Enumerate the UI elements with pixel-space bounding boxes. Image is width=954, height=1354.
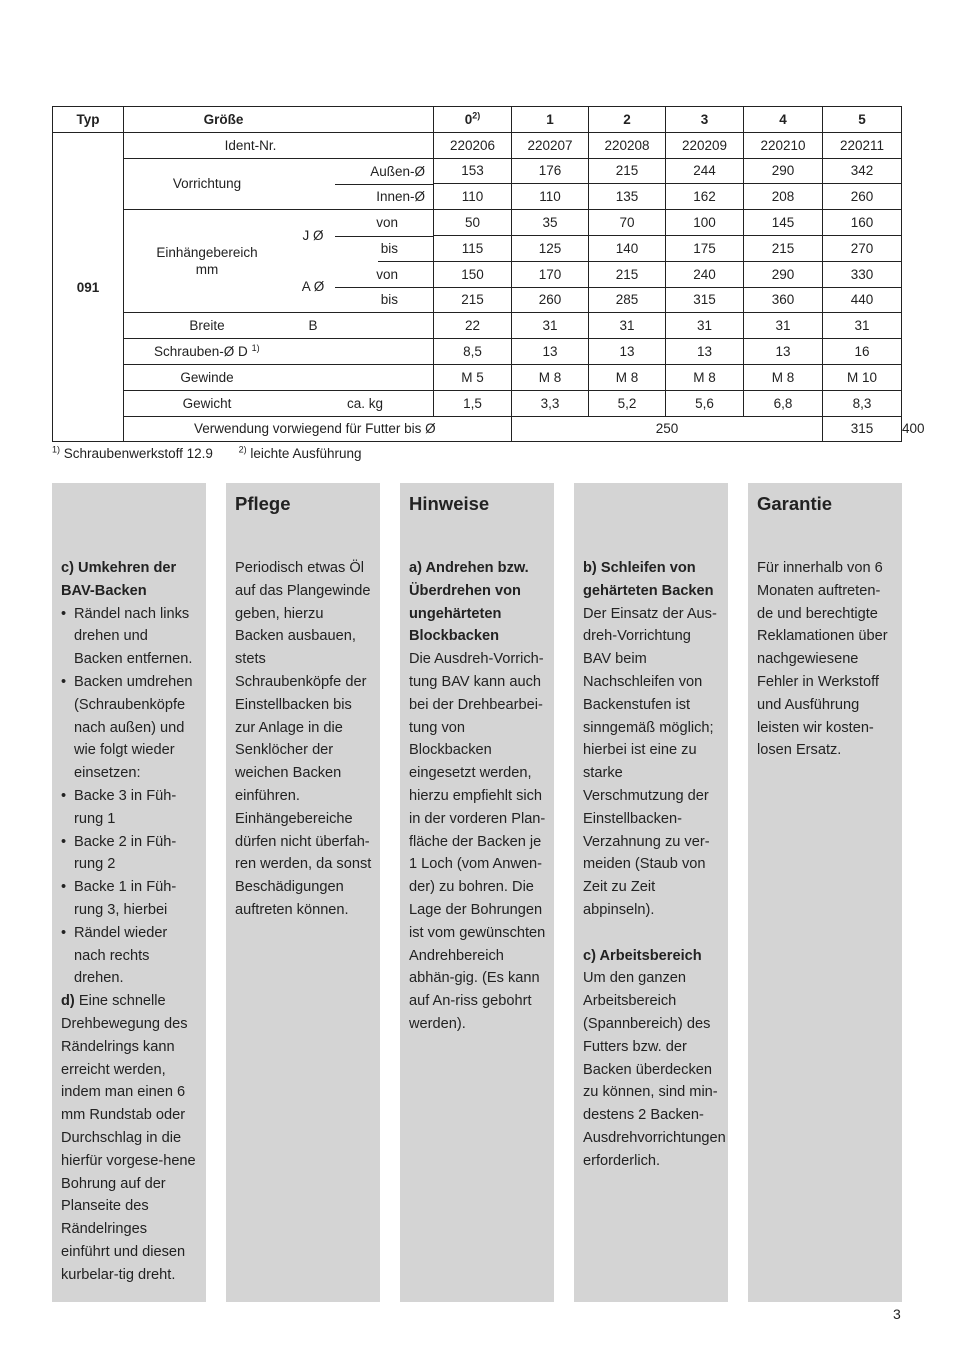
breite-label-cell — [124, 313, 434, 339]
list-item: • Backe 3 in Füh-rung 1 — [61, 785, 198, 831]
drehbewegung-paragraph: d) Eine schnelle Drehbewegung des Rändelrings kann erreicht werden, indem man einen 6 mm Rundstab oder Durchschlag in die hierfür vorgese-hene Bohrung auf der Planseite des Rändelringes einführt und diesen kurbelar-tig dreht. — [61, 993, 196, 1283]
table-cell: 35 — [512, 210, 589, 236]
table-cell: 135 — [589, 184, 666, 210]
ident-label: Ident-Nr. — [124, 132, 434, 158]
table-cell: 260 — [512, 287, 589, 313]
table-cell: 31 — [512, 313, 589, 339]
table-cell: 220208 — [589, 132, 666, 158]
table-cell: 22 — [434, 313, 512, 339]
arbeitsbereich-heading: c) Arbeitsbereich — [583, 947, 702, 964]
column-hinweise — [400, 483, 554, 1302]
table-cell: 215 — [589, 261, 666, 287]
einhaenge-unit: mm — [195, 262, 219, 278]
garantie-title: Garantie — [757, 493, 833, 514]
andrehen-text: Die Ausdreh-Vorrich-tung BAV kann auch bei der Drehbearbei-tung von Blockbacken eingesetzt werden, hierzu empfiehlt sich in der vorderen Plan-fläche der Backen je 1 Loch (vom Anwen-der) zu bohren. Die Lage der Bohrungen ist vom gewünschten Andrehbereich abhän-gig. (Es kann auf An-riss gebohrt werden). — [409, 651, 546, 1032]
table-cell: 31 — [589, 313, 666, 339]
list-item: • Backe 2 in Füh-rung 2 — [61, 831, 198, 877]
einhaenge-label-cell — [124, 210, 434, 313]
column-title-empty — [61, 493, 198, 557]
table-cell: 1,5 — [434, 390, 512, 416]
table-cell: 175 — [666, 235, 744, 261]
table-cell: 220210 — [744, 132, 823, 158]
table-cell: 285 — [589, 287, 666, 313]
table-cell: 110 — [512, 184, 589, 210]
row-schrauben — [53, 339, 902, 365]
j-von-label: von — [376, 215, 398, 231]
gewinde-label-cell — [124, 364, 434, 390]
header-size-2: 2 — [589, 107, 666, 133]
umkehren-list — [61, 603, 198, 991]
table-cell: M 10 — [823, 364, 902, 390]
table-cell: 31 — [823, 313, 902, 339]
table-cell: M 5 — [434, 364, 512, 390]
table-cell: 170 — [512, 261, 589, 287]
table-cell: 290 — [744, 158, 823, 184]
table-cell: 31 — [666, 313, 744, 339]
table-cell: 145 — [744, 210, 823, 236]
garantie-text: Für innerhalb von 6 Monaten auftreten-de und berechtigte Reklamationen über nachgewiesene Fehler in Werkstoff und Ausführung leisten wir kosten-losen Ersatz. — [757, 560, 888, 759]
table-cell: 150 — [434, 261, 512, 287]
schleifen-text: Der Einsatz der Aus-dreh-Vorrichtung BAV beim Nachschleifen von Backenstufen ist sinngemäß möglich; hierbei ist eine zu starke Verschmutzung der Einstellbacken-Verzahnung zu ver-meiden (Staub von Zeit zu Zeit abpinseln). — [583, 605, 717, 918]
breite-symbol: B — [308, 318, 318, 334]
table-cell: 315 — [666, 287, 744, 313]
einhaenge-label: Einhängebereich — [156, 245, 258, 261]
table-cell: 176 — [512, 158, 589, 184]
table-cell: 3,3 — [512, 390, 589, 416]
table-cell: 8,3 — [823, 390, 902, 416]
table-cell: 5,2 — [589, 390, 666, 416]
schrauben-label-cell — [124, 339, 434, 365]
header-groesse: Größe — [124, 107, 434, 133]
table-cell: 270 — [823, 235, 902, 261]
table-cell: 13 — [512, 339, 589, 365]
list-item: • Backe 1 in Füh-rung 3, hierbei — [61, 876, 198, 922]
list-item: • Backen umdrehen (Schraubenköpfe nach außen) und wie folgt wieder einsetzen: — [61, 671, 198, 785]
a-label: A Ø — [301, 279, 325, 295]
table-cell: 13 — [589, 339, 666, 365]
table-cell: 330 — [823, 261, 902, 287]
table-cell: 250 — [512, 416, 823, 442]
header-size-1: 1 — [512, 107, 589, 133]
andrehen-heading: a) Andrehen bzw. Überdrehen von ungehärteten Blockbacken — [409, 560, 529, 645]
table-cell: 140 — [589, 235, 666, 261]
table-cell: 125 — [512, 235, 589, 261]
verwendung-label: Verwendung vorwiegend für Futter bis Ø — [124, 416, 512, 442]
arbeitsbereich-text: Um den ganzen Arbeitsbereich (Spannbereich) des Futters bzw. der Backen überdecken zu können, sind min-destens 2 Backen-Ausdrehvorrichtungen erforderlich. — [583, 970, 726, 1169]
row-verwendung: Verwendung vorwiegend für Futter bis Ø 250 315 400 — [53, 416, 902, 442]
gewicht-unit: ca. kg — [346, 395, 383, 411]
table-cell: 16 — [823, 339, 902, 365]
a-von-label: von — [376, 266, 398, 282]
table-cell: M 8 — [744, 364, 823, 390]
table-cell: M 8 — [512, 364, 589, 390]
table-cell: 115 — [434, 235, 512, 261]
table-cell: 153 — [434, 158, 512, 184]
list-item: • Rändel wieder nach rechts drehen. — [61, 922, 198, 990]
table-cell: 260 — [823, 184, 902, 210]
column-garantie — [748, 483, 902, 1302]
table-cell: 50 — [434, 210, 512, 236]
vorrichtung-label: Vorrichtung — [172, 176, 242, 192]
table-cell: 13 — [666, 339, 744, 365]
table-cell: 215 — [434, 287, 512, 313]
table-cell: 70 — [589, 210, 666, 236]
table-cell: 315 — [823, 416, 902, 442]
table-cell: 220211 — [823, 132, 902, 158]
table-cell: 220207 — [512, 132, 589, 158]
table-cell: 290 — [744, 261, 823, 287]
footnote-2: $^{2)}$ leichte Ausführung — [238, 444, 362, 461]
table-cell: 440 — [823, 287, 902, 313]
j-bis-label: bis — [380, 241, 398, 256]
a-bis-label: bis — [380, 292, 398, 308]
innen-label: Innen-Ø — [376, 189, 425, 205]
footnote-1: $^{1)}$ Schraubenwerkstoff 12.9 — [52, 444, 213, 461]
row-aussen — [53, 158, 902, 184]
j-label: J Ø — [302, 228, 324, 244]
row-ident — [53, 132, 902, 158]
table-cell: M 8 — [589, 364, 666, 390]
header-size-0: 0$^{2)}$ — [434, 107, 512, 133]
table-cell: 220209 — [666, 132, 744, 158]
breite-label: Breite — [189, 318, 225, 334]
footnotes — [52, 446, 384, 461]
pflege-text: Periodisch etwas Öl auf das Plangewinde geben, hierzu Backen ausbauen, stets Schraubenköpfe der Einstellbacken bis zur Anlage in die Senklöcher der weichen Backen einführen. Einhängebereiche dürfen nicht überfah-ren werden, da sonst Beschädigungen auftreten können. — [235, 560, 372, 918]
type-cell: 091 — [53, 132, 124, 442]
table-cell: 110 — [434, 184, 512, 210]
table-cell: 208 — [744, 184, 823, 210]
row-gewinde — [53, 364, 902, 390]
column-title-empty — [583, 493, 720, 557]
table-cell: 5,6 — [666, 390, 744, 416]
table-cell: 342 — [823, 158, 902, 184]
column-pflege — [226, 483, 380, 1302]
header-size-3: 3 — [666, 107, 744, 133]
table-cell: 100 — [666, 210, 744, 236]
table-cell: 13 — [744, 339, 823, 365]
header-typ: Typ — [53, 107, 124, 133]
column-umkehren — [52, 483, 206, 1302]
header-size-5: 5 — [823, 107, 902, 133]
gewicht-label: Gewicht — [182, 395, 232, 411]
aussen-label: Außen-Ø — [370, 163, 425, 179]
gewinde-label: Gewinde — [180, 369, 234, 385]
spec-table — [52, 106, 925, 442]
table-cell: 215 — [589, 158, 666, 184]
schrauben-label: Schrauben-Ø D $^{1)}$ — [154, 342, 260, 360]
umkehren-heading: c) Umkehren der BAV-Backen — [61, 560, 177, 599]
table-cell: 215 — [744, 235, 823, 261]
table-header-row — [53, 107, 902, 133]
table-cell: 220206 — [434, 132, 512, 158]
vorrichtung-label-cell — [124, 158, 434, 210]
table-cell: 31 — [744, 313, 823, 339]
table-cell: M 8 — [666, 364, 744, 390]
page-number: 3 — [893, 1306, 901, 1322]
header-size-4: 4 — [744, 107, 823, 133]
schleifen-heading: b) Schleifen von gehärteten Backen — [583, 560, 714, 599]
table-cell: 360 — [744, 287, 823, 313]
hinweise-title: Hinweise — [409, 493, 490, 514]
column-schleifen — [574, 483, 728, 1302]
table-cell: 244 — [666, 158, 744, 184]
table-cell: 162 — [666, 184, 744, 210]
gewicht-label-cell — [124, 390, 434, 416]
row-gewicht — [53, 390, 902, 416]
table-cell: 6,8 — [744, 390, 823, 416]
table-cell: 8,5 — [434, 339, 512, 365]
table-cell: 160 — [823, 210, 902, 236]
list-item: • Rändel nach links drehen und Backen entfernen. — [61, 603, 198, 671]
table-cell: 240 — [666, 261, 744, 287]
row-j-von — [53, 210, 902, 236]
pflege-title: Pflege — [235, 493, 291, 514]
row-breite — [53, 313, 902, 339]
